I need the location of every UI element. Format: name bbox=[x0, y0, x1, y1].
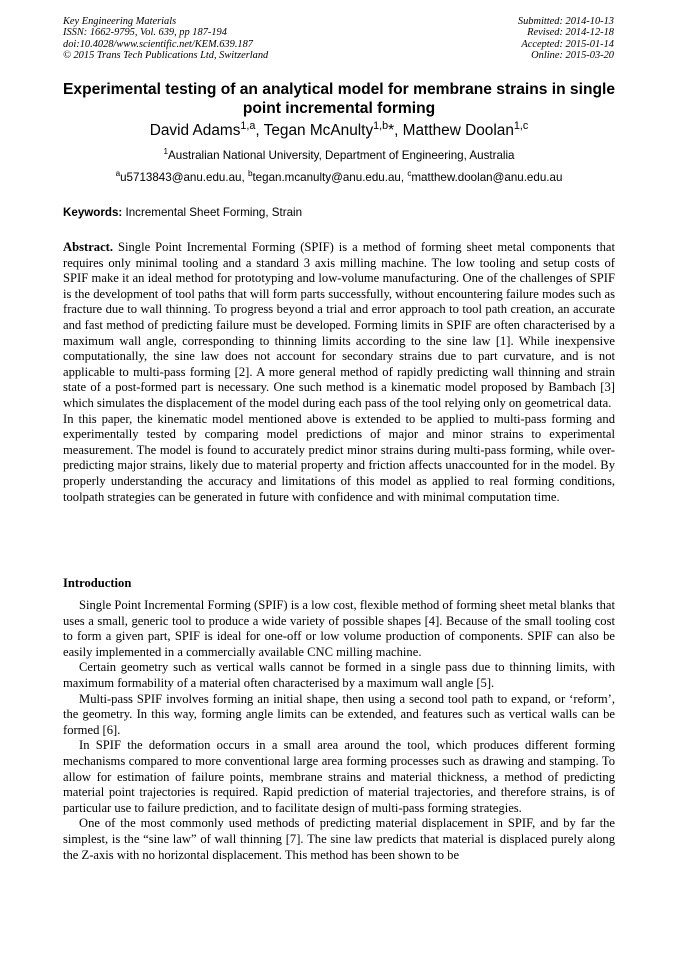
abstract bbox=[63, 240, 615, 505]
affiliation bbox=[63, 149, 615, 163]
journal-info bbox=[63, 16, 268, 62]
submitted-date: Submitted: 2014-10-13 bbox=[517, 16, 614, 27]
accepted-date: Accepted: 2015-01-14 bbox=[521, 38, 614, 50]
body-paragraph: One of the most commonly used methods of predicting material displacement in SPIF, and by far the simplest, is the “sine law” of wall thinning [7]. The sine law predicts that material is displaced purely along the Z-axis with no horizontal displacement. This method has been shown to be bbox=[63, 816, 615, 862]
paper-title: Experimental testing of an analytical model for membrane strains in single point incremental forming bbox=[63, 81, 615, 117]
author-name: Matthew Doolan bbox=[402, 122, 514, 139]
author-affiliation-mark: 1,c bbox=[513, 119, 529, 132]
revised-date: Revised: 2014-12-18 bbox=[527, 27, 614, 39]
body-paragraph: Multi-pass SPIF involves forming an initial shape, then using a second tool path to expand, or ‘reform’, the geometry. In this way, forming angle limits can be extended, and features such as vertical walls can be formed [6]. bbox=[63, 691, 615, 737]
body-paragraph: Single Point Incremental Forming (SPIF) is a low cost, flexible method of forming sheet metal blanks that uses a small, generic tool to produce a wide variety of possible shapes [4]. Because of the small tooling cost to form a given part, SPIF is ideal for one-off or low volume production of components. SPIF can also be easily implemented in a commercially available CNC milling machine. bbox=[63, 598, 615, 659]
email-address[interactable]: matthew.doolan@anu.edu.au bbox=[411, 171, 563, 184]
abstract-paragraph bbox=[63, 240, 615, 412]
email-list bbox=[63, 171, 615, 185]
email-mark: b bbox=[247, 169, 253, 179]
email-mark: a bbox=[115, 169, 121, 179]
abstract-label: Abstract. bbox=[63, 240, 114, 254]
abstract-text: Single Point Incremental Forming (SPIF) is a method of forming sheet metal components that requires only minimal tooling and a standard 3 axis milling machine. The low tooling and setup costs of SPIF make it an ideal method for prototyping and low-volume manufacturing. One of the challenges of SPIF is the development of tool paths that will form parts successfully, without encountering failure modes such as fracture due to wall thinning. To progress beyond a trial and error approach to tool path creation, an accurate and fast method of predicting failure must be developed. Forming limits in SPIF are often characterised by a maximum wall angle, corresponding to thinning limits according to the sine law [1]. While inexpensive computationally, the sine law does not account for secondary strains due to part curvature, and is not applicable to multi-pass forming [2]. A more general method of rapidly predicting wall thinning and strain state of a post-formed part is necessary. One such method is a kinematic model proposed by Bambach [3] which simulates the displacement of the model during each pass of the tool relying only on geometrical data. bbox=[63, 240, 615, 410]
author-name: David Adams bbox=[149, 122, 241, 139]
introduction-body bbox=[63, 598, 615, 863]
body-paragraph: In SPIF the deformation occurs in a small area around the tool, which produces different forming mechanisms compared to more conventional large area forming processes such as drawing and stamping. To allow for estimation of failure points, membrane strains and material thickness, a method of predicting material point trajectories is required. Rapid prediction of material trajectories, and therefore strains, is of particular use to failure prediction, and to facilitate design of multi-pass forming strategies. bbox=[63, 738, 615, 815]
author-separator: , bbox=[255, 122, 264, 139]
author-separator: *, bbox=[388, 122, 403, 139]
keywords bbox=[63, 206, 615, 220]
keywords-text: Incremental Sheet Forming, Strain bbox=[125, 206, 303, 219]
affiliation-text: Australian National University, Department of Engineering, Australia bbox=[168, 149, 515, 162]
author-name: Tegan McAnulty bbox=[263, 122, 374, 139]
keywords-label: Keywords: bbox=[63, 206, 123, 219]
email-address[interactable]: tegan.mcanulty@anu.edu.au, bbox=[252, 171, 408, 184]
body-paragraph: Certain geometry such as vertical walls cannot be formed in a single pass due to thinning limits, with maximum formability of a material often characterised by a maximum wall angle [5]. bbox=[63, 660, 615, 690]
copyright-line: © 2015 Trans Tech Publications Ltd, Switzerland bbox=[63, 50, 269, 62]
email-address[interactable]: u5713843@anu.edu.au, bbox=[120, 171, 248, 184]
journal-name: Key Engineering Materials bbox=[63, 16, 177, 27]
email-mark: c bbox=[407, 169, 412, 179]
online-date: Online: 2015-03-20 bbox=[531, 50, 614, 62]
doi-line[interactable]: doi:10.4028/www.scientific.net/KEM.639.187 bbox=[63, 38, 253, 50]
affiliation-mark: 1 bbox=[163, 147, 169, 157]
issn-line: ISSN: 1662-9795, Vol. 639, pp 187-194 bbox=[63, 27, 227, 39]
abstract-paragraph: In this paper, the kinematic model mentioned above is extended to be applied to multi-pass forming and experimentally tested by comparing model predictions of major and minor strains to experimental measurement. The model is found to accurately predict minor strains during multi-pass forming, while over-predicting major strains, likely due to material property and friction affects unaccounted for in the model. By properly understanding the accuracy and limitations of this model as applied to real forming conditions, toolpath strategies can be generated in future with confidence and with minimal computation time. bbox=[63, 411, 615, 504]
author-affiliation-mark: 1,a bbox=[240, 119, 256, 132]
author-list bbox=[63, 121, 615, 141]
author-affiliation-mark: 1,b bbox=[373, 119, 389, 132]
section-heading: Introduction bbox=[63, 576, 132, 590]
publication-dates bbox=[518, 16, 614, 62]
